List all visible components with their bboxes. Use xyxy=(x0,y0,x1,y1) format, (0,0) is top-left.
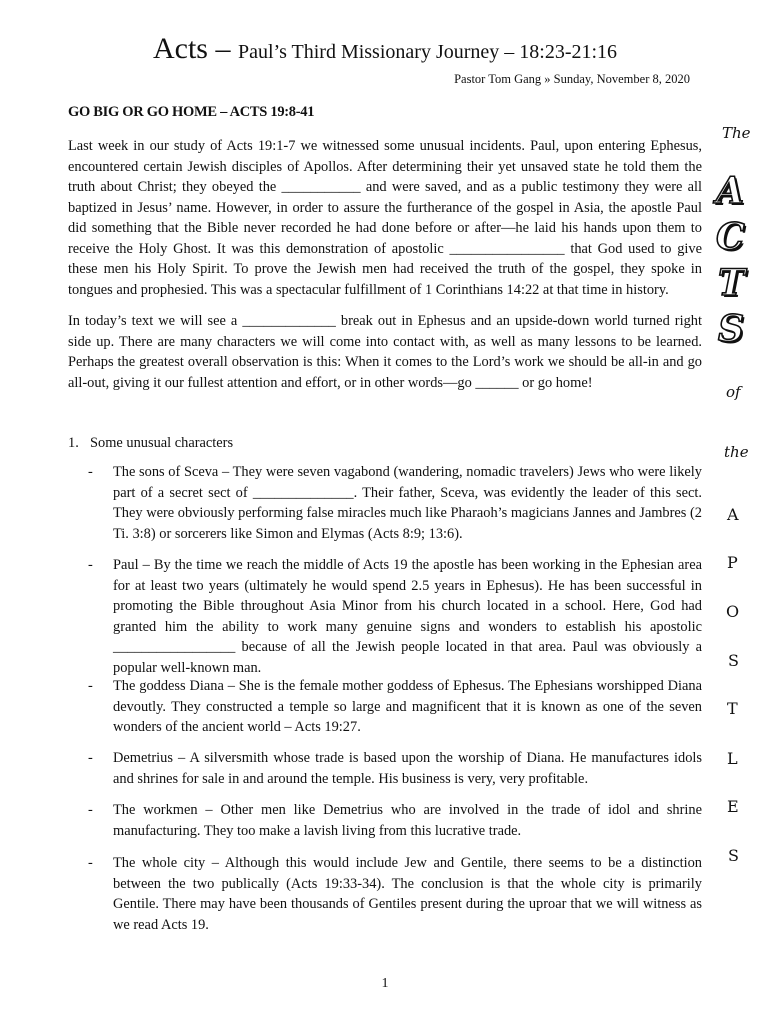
sidebar-apostles-letter: L xyxy=(727,749,738,768)
sidebar-acts-letter: A xyxy=(716,170,744,212)
page-title xyxy=(0,34,770,64)
outline-heading-text: Some unusual characters xyxy=(90,435,234,451)
sidebar-the: the xyxy=(724,443,749,461)
list-item-whole-city xyxy=(88,853,702,935)
list-item-text: Demetrius – A silversmith whose trade is based upon the worship of Diana. He manufactures idols and shrines for sale in and around the temple. His business is very, very profitable. xyxy=(113,750,702,787)
intro-text xyxy=(68,136,702,393)
sidebar-acts-letter: S xyxy=(718,308,744,350)
sidebar-apostles-letter: O xyxy=(726,602,740,621)
sidebar-apostles-letter: S xyxy=(728,651,739,670)
title-main: Acts xyxy=(152,32,208,65)
list-item-demetrius xyxy=(88,748,702,789)
sidebar-apostles-letter: T xyxy=(727,699,738,718)
sidebar-the-top: The xyxy=(722,124,751,142)
list-item-text: The goddess Diana – She is the female mother goddess of Ephesus. The Ephesians worshipped Diana devoutly. They constructed a temple so large and magnificent that it is known as one of the seven wonders of the ancient world – Acts 19:27. xyxy=(113,678,702,735)
bullet-dash: - xyxy=(88,678,93,694)
list-item-diana xyxy=(88,676,702,738)
page-number: 1 xyxy=(381,976,389,991)
sidebar-apostles-letter: S xyxy=(728,846,739,865)
bullet-dash: - xyxy=(88,464,93,480)
bullet-dash: - xyxy=(88,855,93,871)
list-item-paul xyxy=(88,555,702,678)
sidebar-of: of xyxy=(726,383,741,401)
list-item-sceva xyxy=(88,462,702,544)
bullet-dash: - xyxy=(88,557,93,573)
sidebar-acts-letter: C xyxy=(716,216,745,258)
bullet-dash: - xyxy=(88,750,93,766)
sidebar-apostles-letter: P xyxy=(727,553,738,572)
sidebar-apostles-letter: E xyxy=(727,797,739,816)
list-item-text: The whole city – Although this would include Jew and Gentile, there seems to be a distinction between the two publically (Acts 19:33-34). The conclusion is that the whole city is primarily Gentile. There may have been thousands of Gentiles present during the uproar that we will witness as we read Acts 19. xyxy=(113,855,702,933)
outline-number: 1. xyxy=(68,435,79,451)
list-item-text: The workmen – Other men like Demetrius who are involved in the trade of idol and shrine manufacturing. They too make a lavish living from this lucrative trade. xyxy=(113,802,702,839)
title-dash: – xyxy=(207,32,238,65)
outline-heading xyxy=(68,433,233,454)
sidebar-acts-letter: T xyxy=(718,262,745,304)
bullet-dash: - xyxy=(88,802,93,818)
sidebar-apostles-letter: A xyxy=(727,505,739,524)
section-heading: GO BIG OR GO HOME – ACTS 19:8-41 xyxy=(68,104,315,120)
title-rest: Paul’s Third Missionary Journey – 18:23-21:16 xyxy=(237,41,618,63)
list-item-text: The sons of Sceva – They were seven vagabond (wandering, nomadic travelers) Jews who were likely part of a secret sect of ______________. Their father, Sceva, was evidently the leader of this sect. They were obviously performing false miracles much like Pharaoh’s magicians Jannes and Jambres (2 Ti. 3:8) or sorcerers like Simon and Elymas (Acts 8:9; 13:6). xyxy=(113,464,702,542)
page-subtitle: Pastor Tom Gang » Sunday, November 8, 2020 xyxy=(454,72,690,86)
intro-paragraph-2: In today’s text we will see a _____________ break out in Ephesus and an upside-down world turned right side up. There are many characters we will come into contact with, as well as many lessons to be learned. Perhaps the greatest overall observation is this: When it comes to the Lord’s work we should be all-in and go all-out, giving it our fullest attention and effort, or in other words—go ______ or go home! xyxy=(68,313,702,391)
intro-paragraph-1: Last week in our study of Acts 19:1-7 we witnessed some unusual incidents. Paul, upon entering Ephesus, encountered certain Jewish disciples of Apollos. After determining their yet unsaved state he told them the truth about Christ; they obeyed the ___________ and were saved, and as a public testimony they were all baptized in Jesus’ name. However, in order to assure the furtherance of the gospel in Asia, the apostle Paul did something that the Bible never recorded he had done before or after—he laid his hands upon them to receive the Holy Ghost. It was this demonstration of apostolic ________________ that God used to give these men his Holy Spirit. To prove the Jewish men had received the truth of the gospel, they spoke in tongues and prophesied. This was a spectacular fulfillment of 1 Corinthians 14:22 at that time in history. xyxy=(68,138,702,298)
list-item-text: Paul – By the time we reach the middle of Acts 19 the apostle has been working in the Ephesian area for at least two years (ultimately he would spend 2.5 years in Ephesus). He has been successful in promoting the Bible throughout Asia Minor from his church located in a school. Here, God had granted him the ability to work many genuine signs and wonders to establish his apostolic _________________ because of all the Jewish people located in that area. Paul was obviously a popular well-known man. xyxy=(113,557,702,676)
list-item-workmen xyxy=(88,800,702,841)
